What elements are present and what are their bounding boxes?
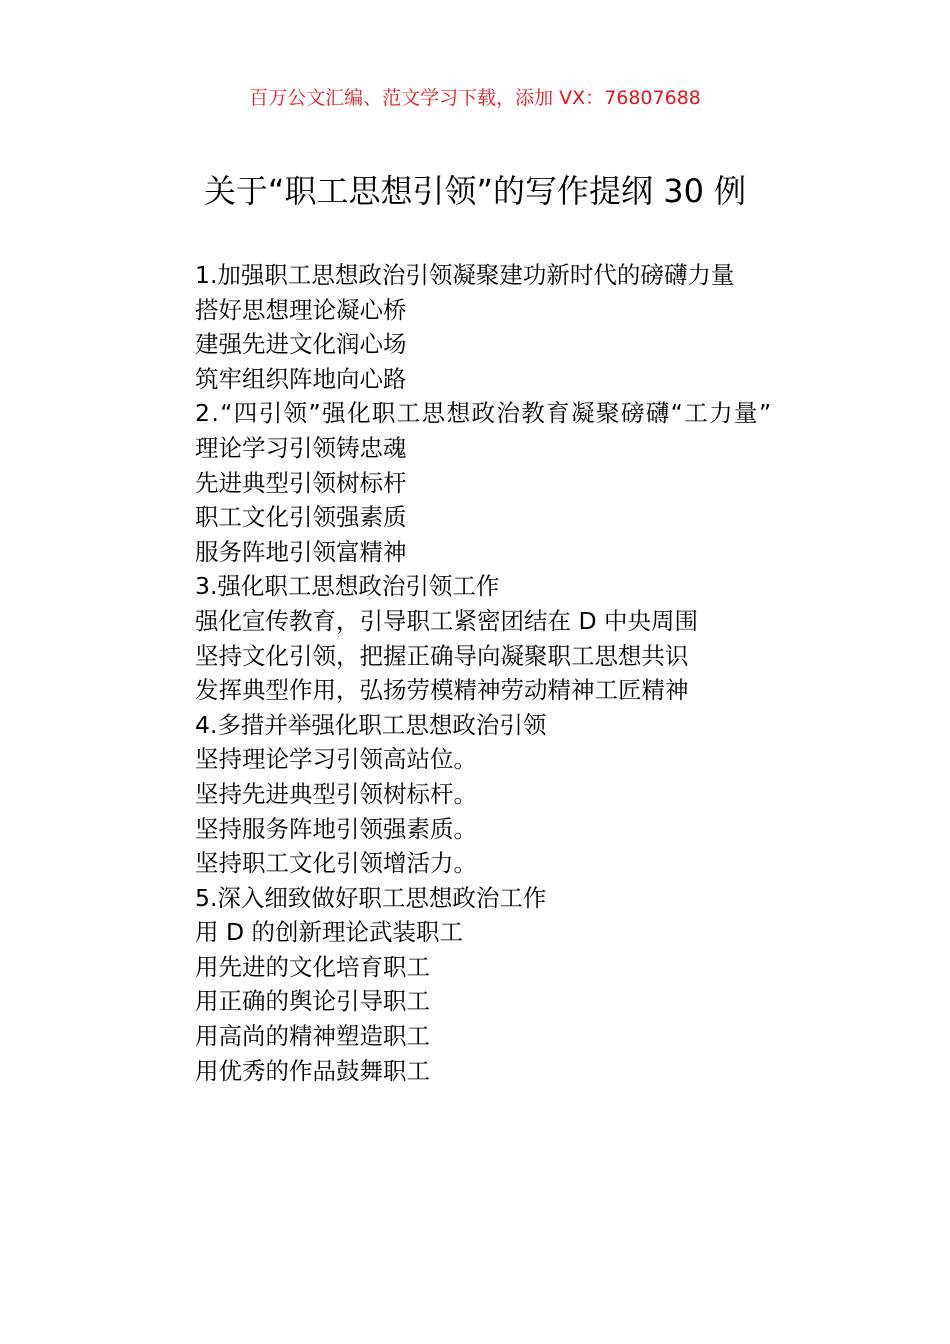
outline-item: 理论学习引领铸忠魂 xyxy=(195,433,407,462)
outline-item: 建强先进文化润心场 xyxy=(195,330,407,359)
outline-item: 用先进的文化培育职工 xyxy=(195,952,430,981)
section-heading-wrapped xyxy=(145,396,810,431)
outline-item: 坚持服务阵地引领强素质。 xyxy=(195,814,477,843)
outline xyxy=(145,258,810,1088)
outline-item: 坚持职工文化引领增活力。 xyxy=(195,849,477,878)
outline-item: 用优秀的作品鼓舞职工 xyxy=(195,1056,430,1085)
outline-item: 先进典型引领树标杆 xyxy=(195,468,407,497)
outline-item: 筑牢组织阵地向心路 xyxy=(195,364,407,393)
section-heading: 4.多措并举强化职工思想政治引领 xyxy=(195,710,547,739)
section-heading: 5.深入细致做好职工思想政治工作 xyxy=(195,883,547,912)
outline-item: 发挥典型作用，弘扬劳模精神劳动精神工匠精神 xyxy=(195,676,689,705)
outline-item: 坚持文化引领，把握正确导向凝聚职工思想共识 xyxy=(195,641,689,670)
outline-item: 强化宣传教育，引导职工紧密团结在 D 中央周围 xyxy=(195,606,699,635)
outline-item: 搭好思想理论凝心桥 xyxy=(195,295,407,324)
outline-item: 坚持先进典型引领树标杆。 xyxy=(195,779,477,808)
outline-item: 职工文化引领强素质 xyxy=(195,503,407,532)
section-heading: 2.“四引领”强化职工思想政治教育凝聚磅礴“工力量” xyxy=(195,399,773,428)
section-heading: 1.加强职工思想政治引领凝聚建功新时代的磅礴力量 xyxy=(195,261,735,289)
outline-item: 服务阵地引领富精神 xyxy=(195,537,407,566)
outline-item: 坚持理论学习引领高站位。 xyxy=(195,745,477,774)
outline-item: 用高尚的精神塑造职工 xyxy=(195,1022,430,1051)
header-note: 百万公文汇编、范文学习下载，添加 VX：76807688 xyxy=(249,87,701,109)
section-heading: 3.强化职工思想政治引领工作 xyxy=(195,572,500,601)
outline-item: 用正确的舆论引导职工 xyxy=(195,987,430,1016)
document-title: 关于“职工思想引领”的写作提纲 30 例 xyxy=(203,172,747,210)
outline-item: 用 D 的创新理论武装职工 xyxy=(195,918,464,947)
